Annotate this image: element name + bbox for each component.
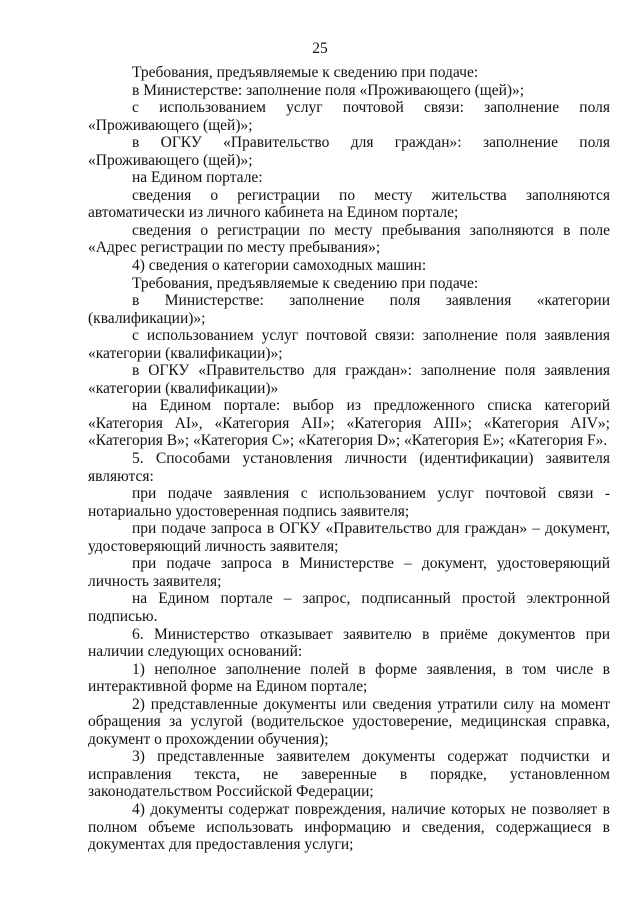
paragraph: при подаче запроса в ОГКУ «Правительство для граждан» – документ, удостоверяющий личность заявителя; xyxy=(88,520,610,555)
document-body xyxy=(88,64,610,854)
paragraph: при подаче запроса в Министерстве – документ, удостоверяющий личность заявителя; xyxy=(88,555,610,590)
list-item: 2) представленные документы или сведения утратили силу на момент обращения за услугой (водительское удостоверение, медицинская справка, документ о прохождении обучения); xyxy=(88,695,610,748)
paragraph: на Едином портале – запрос, подписанный простой электронной подписью. xyxy=(88,590,610,625)
paragraph: на Едином портале: выбор из предложенного списка категорий «Категория AI», «Категория AII»; «Категория AIII»; «Категория AIV»; «Категория B»; «Категория C»; «Категория D»; «Категория E»; «Категория F». xyxy=(88,397,610,450)
paragraph: с использованием услуг почтовой связи: заполнение поля «Проживающего (щей)»; xyxy=(88,99,610,134)
paragraph: сведения о регистрации по месту жительства заполняются автоматически из личного кабинета на Едином портале; xyxy=(88,186,610,222)
paragraph: в ОГКУ «Правительство для граждан»: заполнение поля «Проживающего (щей)»; xyxy=(88,134,610,169)
paragraph: сведения о регистрации по месту пребывания заполняются в поле «Адрес регистрации по месту пребывания»; xyxy=(88,221,610,257)
paragraph: в Министерстве: заполнение поля заявления «категории (квалификации)»; xyxy=(88,292,610,327)
paragraph: в Министерстве: заполнение поля «Проживающего (щей)»; xyxy=(132,81,525,99)
paragraph: Требования, предъявляемые к сведению при подаче: xyxy=(132,64,479,81)
section-item: 5. Способами установления личности (идентификации) заявителя являются: xyxy=(88,450,610,485)
paragraph: при подаче заявления с использованием услуг почтовой связи - нотариально удостоверенная подпись заявителя; xyxy=(88,485,610,520)
list-item: 1) неполное заполнение полей в форме заявления, в том числе в интерактивной форме на Едином портале; xyxy=(88,660,610,696)
section-item: 6. Министерство отказывает заявителю в приёме документов при наличии следующих оснований: xyxy=(88,625,610,661)
paragraph: в ОГКУ «Правительство для граждан»: заполнение поля заявления «категории (квалификации)» xyxy=(88,362,610,397)
paragraph: Требования, предъявляемые к сведению при подаче: xyxy=(132,274,479,292)
paragraph: с использованием услуг почтовой связи: заполнение поля заявления «категории (квалификации)»; xyxy=(88,327,610,362)
list-item: 3) представленные заявителем документы содержат подчистки и исправления текста, не заверенные в порядке, установленном законодательством Российской Федерации; xyxy=(88,748,610,801)
list-item: 4) сведения о категории самоходных машин: xyxy=(132,257,427,275)
page-number: 25 xyxy=(312,40,328,57)
paragraph: на Едином портале: xyxy=(132,169,263,187)
list-item: 4) документы содержат повреждения, наличие которых не позволяет в полном объеме использовать информацию и сведения, содержащиеся в документах для предоставления услуги; xyxy=(88,800,610,854)
